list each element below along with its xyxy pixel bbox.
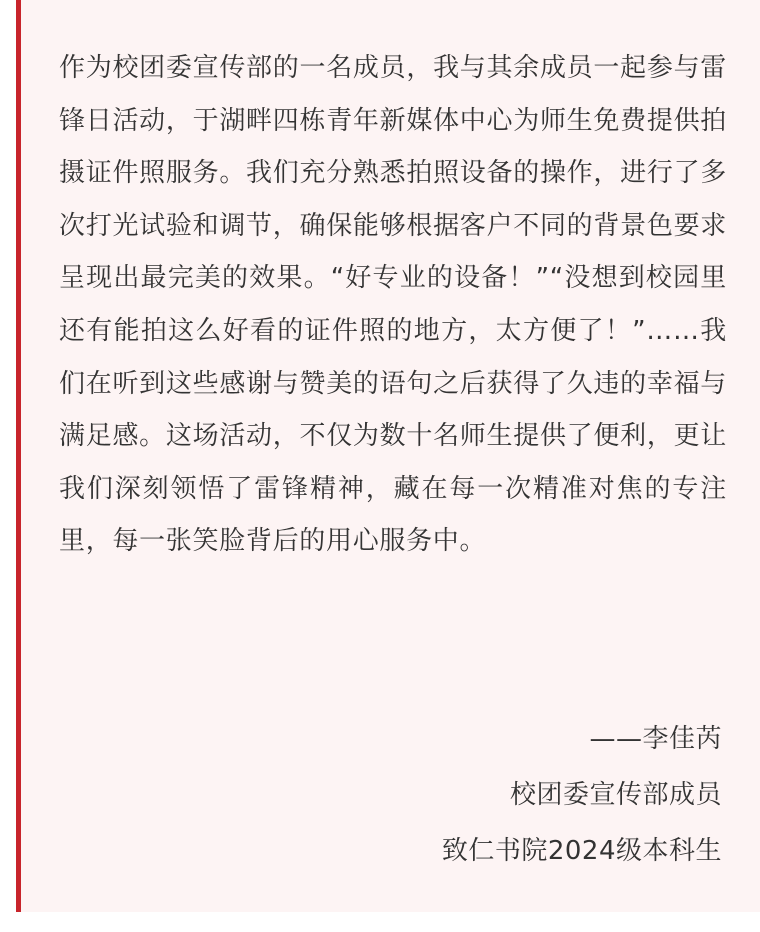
author-role: 校团委宣传部成员 (509, 780, 722, 810)
article-paragraph: 作为校团委宣传部的一名成员，我与其余成员一起参与雷锋日活动，于湖畔四栋青年新媒体中心为师生免费提供拍摄证件照服务。我们充分熟悉拍照设备的操作，进行了多次打光试验和调节，确保能够根据客户不同的背景色要求呈现出最完美的效果。“好专业的设备！”“没想到校园里还有能拍这么好看的证件照的地方，太方便了！”……我们在听到这些感谢与赞美的语句之后获得了久违的幸福与满足感。这场活动，不仅为数十名师生提供了便利，更让我们深刻领悟了雷锋精神，藏在每一次精准对焦的专注里，每一张笑脸背后的用心服务中。 (59, 53, 727, 557)
author-name: ——李佳芮 (589, 724, 722, 754)
quote-card (16, 0, 760, 912)
author-college: 致仁书院2024级本科生 (441, 836, 722, 866)
